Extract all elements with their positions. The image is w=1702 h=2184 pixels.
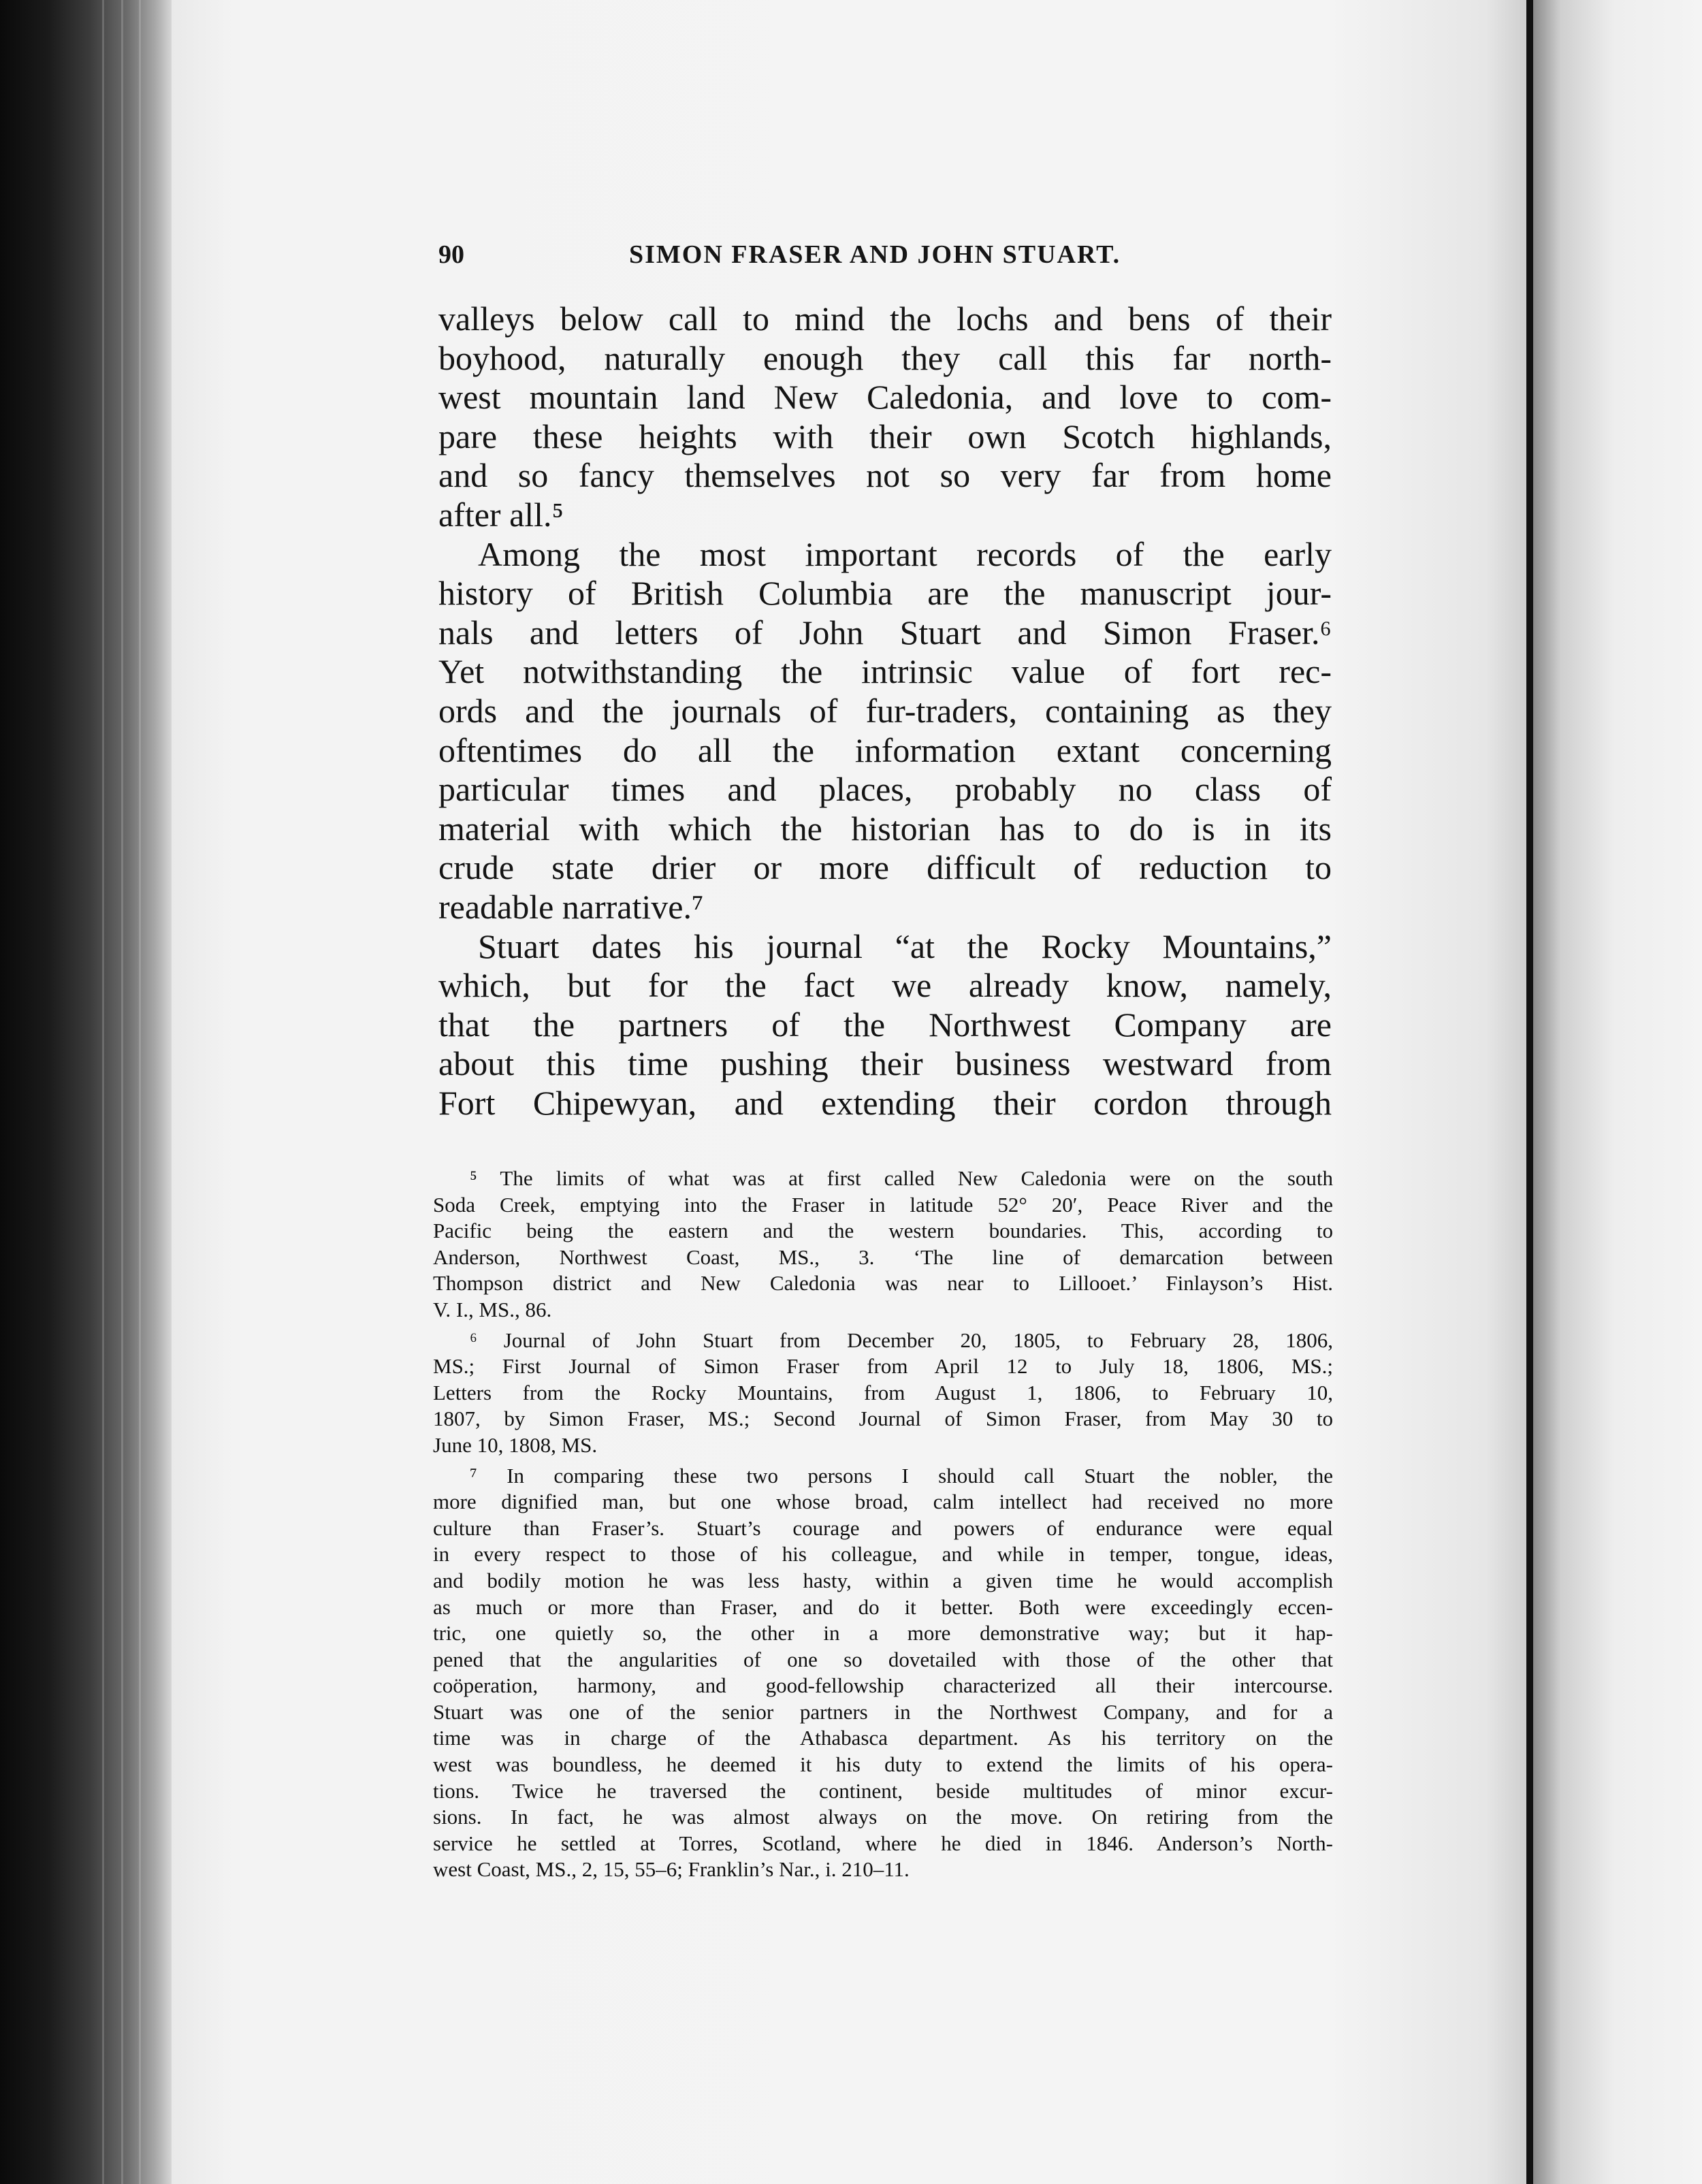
body-line: that the partners of the Northwest Company are [438, 1005, 1332, 1044]
footnote-line: June 10, 1808, MS. [433, 1432, 598, 1457]
footnote-line: sions. In fact, he was almost always on the move. On retiring from the [433, 1805, 1333, 1829]
footnotes [433, 1166, 1333, 1883]
gutter-streak [121, 0, 123, 2184]
body-line: boyhood, naturally enough they call this far north- [438, 338, 1332, 377]
footnote-line: 1807, by Simon Fraser, MS.; Second Journal of Simon Fraser, from May 30 to [433, 1407, 1333, 1431]
footnote-line: and bodily motion he was less hasty, within a given time he would accomplish [433, 1568, 1333, 1592]
book-binding-gutter [0, 0, 172, 2184]
footnote-line: in every respect to those of his colleague, and while in temper, tongue, ideas, [433, 1542, 1333, 1567]
body-line: which, but for the fact we already know, namely, [438, 966, 1332, 1005]
footnote-line: ⁵ The limits of what was at first called New Caledonia were on the south [470, 1166, 1333, 1190]
body-line: ords and the journals of fur-traders, containing as they [438, 691, 1332, 730]
footnote-line: west was boundless, he deemed it his duty to extend the limits of his opera- [433, 1752, 1333, 1777]
next-page-sliver [1533, 0, 1702, 2184]
footnote-line: Letters from the Rocky Mountains, from August 1, 1806, to February 10, [433, 1380, 1333, 1404]
body-line: nals and letters of John Stuart and Simon Fraser.⁶ [438, 613, 1332, 652]
footnote-line: west Coast, MS., 2, 15, 55–6; Franklin’s Nar., i. 210–11. [433, 1857, 910, 1882]
footnote-line: V. I., MS., 86. [433, 1297, 552, 1321]
footnote-7 [433, 1463, 1333, 1884]
page-edge-shadow [1526, 0, 1533, 2184]
footnote-line: Stuart was one of the senior partners in the Northwest Company, and for a [433, 1699, 1333, 1724]
footnote-line: Thompson district and New Caledonia was near to Lillooet.’ Finlayson’s Hist. [433, 1271, 1333, 1296]
body-line: readable narrative.⁷ [438, 887, 704, 926]
footnote-5 [433, 1166, 1333, 1323]
body-line: and so fancy themselves not so very far from home [438, 456, 1332, 495]
gutter-streak [102, 0, 104, 2184]
footnote-line: tric, one quietly so, the other in a more demonstrative way; but it hap- [433, 1621, 1333, 1645]
body-line: after all.⁵ [438, 495, 564, 534]
footnote-6 [433, 1328, 1333, 1459]
body-line: about this time pushing their business westward from [438, 1044, 1332, 1083]
body-line: valleys below call to mind the lochs and bens of their [438, 300, 1332, 338]
body-line: Stuart dates his journal “at the Rocky Mountains,” [478, 927, 1332, 965]
footnote-line: time was in charge of the Athabasca department. As his territory on the [433, 1726, 1333, 1750]
footnote-line: as much or more than Fraser, and do it better. Both were exceedingly eccen- [433, 1594, 1333, 1619]
footnote-line: ⁷ In comparing these two persons I should call Stuart the nobler, the [470, 1463, 1333, 1488]
running-title: SIMON FRASER AND JOHN STUART. [629, 240, 1121, 269]
body-line: oftentimes do all the information extant concerning [438, 730, 1332, 769]
body-line: Among the most important records of the early [478, 534, 1332, 573]
body-line: particular times and places, probably no class of [438, 770, 1332, 809]
body-line: crude state drier or more difficult of reduction to [438, 848, 1332, 887]
body-line: material with which the historian has to do is in its [438, 809, 1332, 848]
page-number: 90 [438, 240, 464, 269]
footnote-line: service he settled at Torres, Scotland, where he died in 1846. Anderson’s North- [433, 1831, 1333, 1855]
body-text [438, 300, 1332, 1123]
body-line: history of British Columbia are the manuscript jour- [438, 574, 1332, 613]
body-line: west mountain land New Caledonia, and love to com- [438, 378, 1332, 417]
footnote-line: more dignified man, but one whose broad, calm intellect had received no more [433, 1490, 1333, 1514]
footnote-line: Soda Creek, emptying into the Fraser in latitude 52° 20′, Peace River and the [433, 1192, 1333, 1217]
body-line: Yet notwithstanding the intrinsic value of fort rec- [438, 652, 1332, 691]
footnote-line: tions. Twice he traversed the continent, beside multitudes of minor excur- [433, 1778, 1333, 1803]
footnote-line: ⁶ Journal of John Stuart from December 20, 1805, to February 28, 1806, [470, 1328, 1333, 1352]
footnote-line: Anderson, Northwest Coast, MS., 3. ‘The line of demarcation between [433, 1244, 1333, 1269]
gutter-streak [139, 0, 141, 2184]
footnote-line: Pacific being the eastern and the western boundaries. This, according to [433, 1219, 1333, 1243]
body-line: pare these heights with their own Scotch highlands, [438, 417, 1332, 455]
footnote-line: coöperation, harmony, and good-fellowship characterized all their intercourse. [433, 1673, 1333, 1698]
page-header [438, 240, 1337, 278]
body-line: Fort Chipewyan, and extending their cordon through [438, 1083, 1332, 1122]
footnote-line: pened that the angularities of one so dovetailed with those of the other that [433, 1647, 1333, 1671]
footnote-line: culture than Fraser’s. Stuart’s courage and powers of endurance were equal [433, 1515, 1333, 1540]
footnote-line: MS.; First Journal of Simon Fraser from April 12 to July 18, 1806, MS.; [433, 1354, 1333, 1379]
